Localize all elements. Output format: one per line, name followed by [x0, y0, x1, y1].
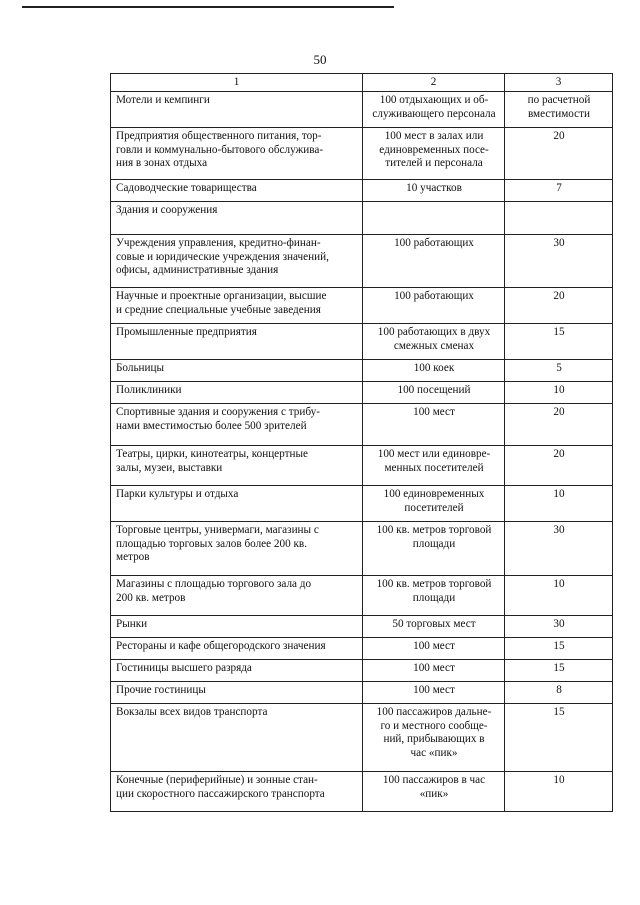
parking-norms-table: [110, 73, 613, 812]
calculation-unit-cell: 100 отдыхающих и об- служивающего персонала: [363, 92, 505, 128]
calculation-unit-cell: 100 мест: [363, 682, 505, 704]
parking-spaces-cell: 10: [505, 772, 613, 812]
column-header-3: 3: [505, 74, 613, 92]
facility-type-cell: Промышленные предприятия: [111, 324, 363, 360]
table-row: [111, 180, 613, 202]
facility-type-cell: Садоводческие товарищества: [111, 180, 363, 202]
facility-type-cell: Рынки: [111, 616, 363, 638]
parking-spaces-cell: 10: [505, 486, 613, 522]
calculation-unit-cell: 10 участков: [363, 180, 505, 202]
parking-spaces-cell: 20: [505, 128, 613, 180]
calculation-unit-cell: 100 пассажиров дальне- го и местного сообще- ний, прибывающих в час «пик»: [363, 704, 505, 772]
table-row: [111, 235, 613, 288]
parking-spaces-cell: 15: [505, 638, 613, 660]
facility-type-cell: Предприятия общественного питания, тор- говли и коммунально-бытового обслужива- ния в зонах отдыха: [111, 128, 363, 180]
facility-type-cell: Театры, цирки, кинотеатры, концертные залы, музеи, выставки: [111, 446, 363, 486]
facility-type-cell: Торговые центры, универмаги, магазины с площадью торговых залов более 200 кв. метров: [111, 522, 363, 576]
parking-spaces-cell: 15: [505, 324, 613, 360]
table-row: [111, 128, 613, 180]
table-body: [111, 92, 613, 812]
facility-type-cell: Мотели и кемпинги: [111, 92, 363, 128]
facility-type-cell: Магазины с площадью торгового зала до 200 кв. метров: [111, 576, 363, 616]
calculation-unit-cell: 100 коек: [363, 360, 505, 382]
parking-spaces-cell: 30: [505, 235, 613, 288]
table-row: [111, 616, 613, 638]
calculation-unit-cell: 100 мест: [363, 660, 505, 682]
calculation-unit-cell: 100 кв. метров торговой площади: [363, 522, 505, 576]
facility-type-cell: Гостиницы высшего разряда: [111, 660, 363, 682]
table-row: [111, 704, 613, 772]
parking-spaces-cell: 15: [505, 704, 613, 772]
facility-type-cell: Рестораны и кафе общегородского значения: [111, 638, 363, 660]
calculation-unit-cell: 100 работающих в двух смежных сменах: [363, 324, 505, 360]
parking-spaces-cell: 7: [505, 180, 613, 202]
facility-type-cell: Прочие гостиницы: [111, 682, 363, 704]
calculation-unit-cell: 100 мест в залах или единовременных посе- тителей и персонала: [363, 128, 505, 180]
facility-type-cell: Здания и сооружения: [111, 202, 363, 235]
calculation-unit-cell: 100 мест: [363, 638, 505, 660]
table-header-row: [111, 74, 613, 92]
table-row: [111, 382, 613, 404]
table-row: [111, 404, 613, 446]
calculation-unit-cell: 100 мест или единовре- менных посетителей: [363, 446, 505, 486]
table-row: [111, 638, 613, 660]
parking-spaces-cell: 5: [505, 360, 613, 382]
table-row: [111, 772, 613, 812]
calculation-unit-cell: [363, 202, 505, 235]
parking-spaces-cell: 8: [505, 682, 613, 704]
table-row: [111, 324, 613, 360]
table-row: [111, 522, 613, 576]
facility-type-cell: Вокзалы всех видов транспорта: [111, 704, 363, 772]
top-rule: [22, 6, 394, 8]
parking-spaces-cell: 30: [505, 522, 613, 576]
calculation-unit-cell: 100 работающих: [363, 288, 505, 324]
calculation-unit-cell: 100 посещений: [363, 382, 505, 404]
calculation-unit-cell: 100 мест: [363, 404, 505, 446]
parking-spaces-cell: 10: [505, 576, 613, 616]
facility-type-cell: Спортивные здания и сооружения с трибу- нами вместимостью более 500 зрителей: [111, 404, 363, 446]
table-row: [111, 446, 613, 486]
facility-type-cell: Больницы: [111, 360, 363, 382]
calculation-unit-cell: 100 кв. метров торговой площади: [363, 576, 505, 616]
facility-type-cell: Конечные (периферийные) и зонные стан- ции скоростного пассажирского транспорта: [111, 772, 363, 812]
table-row: [111, 576, 613, 616]
facility-type-cell: Научные и проектные организации, высшие и средние специальные учебные заведения: [111, 288, 363, 324]
calculation-unit-cell: 100 единовременных посетителей: [363, 486, 505, 522]
calculation-unit-cell: 100 работающих: [363, 235, 505, 288]
parking-spaces-cell: 20: [505, 404, 613, 446]
parking-spaces-cell: по расчетной вместимости: [505, 92, 613, 128]
parking-spaces-cell: 20: [505, 288, 613, 324]
table-row: [111, 360, 613, 382]
parking-spaces-cell: 20: [505, 446, 613, 486]
table-row: [111, 202, 613, 235]
facility-type-cell: Учреждения управления, кредитно-финан- совые и юридические учреждения значений, офисы, административные здания: [111, 235, 363, 288]
table-row: [111, 486, 613, 522]
page-number: 50: [313, 52, 327, 67]
parking-spaces-cell: 30: [505, 616, 613, 638]
parking-spaces-cell: 15: [505, 660, 613, 682]
table-row: [111, 92, 613, 128]
calculation-unit-cell: 100 пассажиров в час «пик»: [363, 772, 505, 812]
table-row: [111, 288, 613, 324]
facility-type-cell: Поликлиники: [111, 382, 363, 404]
parking-spaces-cell: 10: [505, 382, 613, 404]
table-row: [111, 682, 613, 704]
calculation-unit-cell: 50 торговых мест: [363, 616, 505, 638]
column-header-1: 1: [111, 74, 363, 92]
column-header-2: 2: [363, 74, 505, 92]
parking-spaces-cell: [505, 202, 613, 235]
table-row: [111, 660, 613, 682]
facility-type-cell: Парки культуры и отдыха: [111, 486, 363, 522]
